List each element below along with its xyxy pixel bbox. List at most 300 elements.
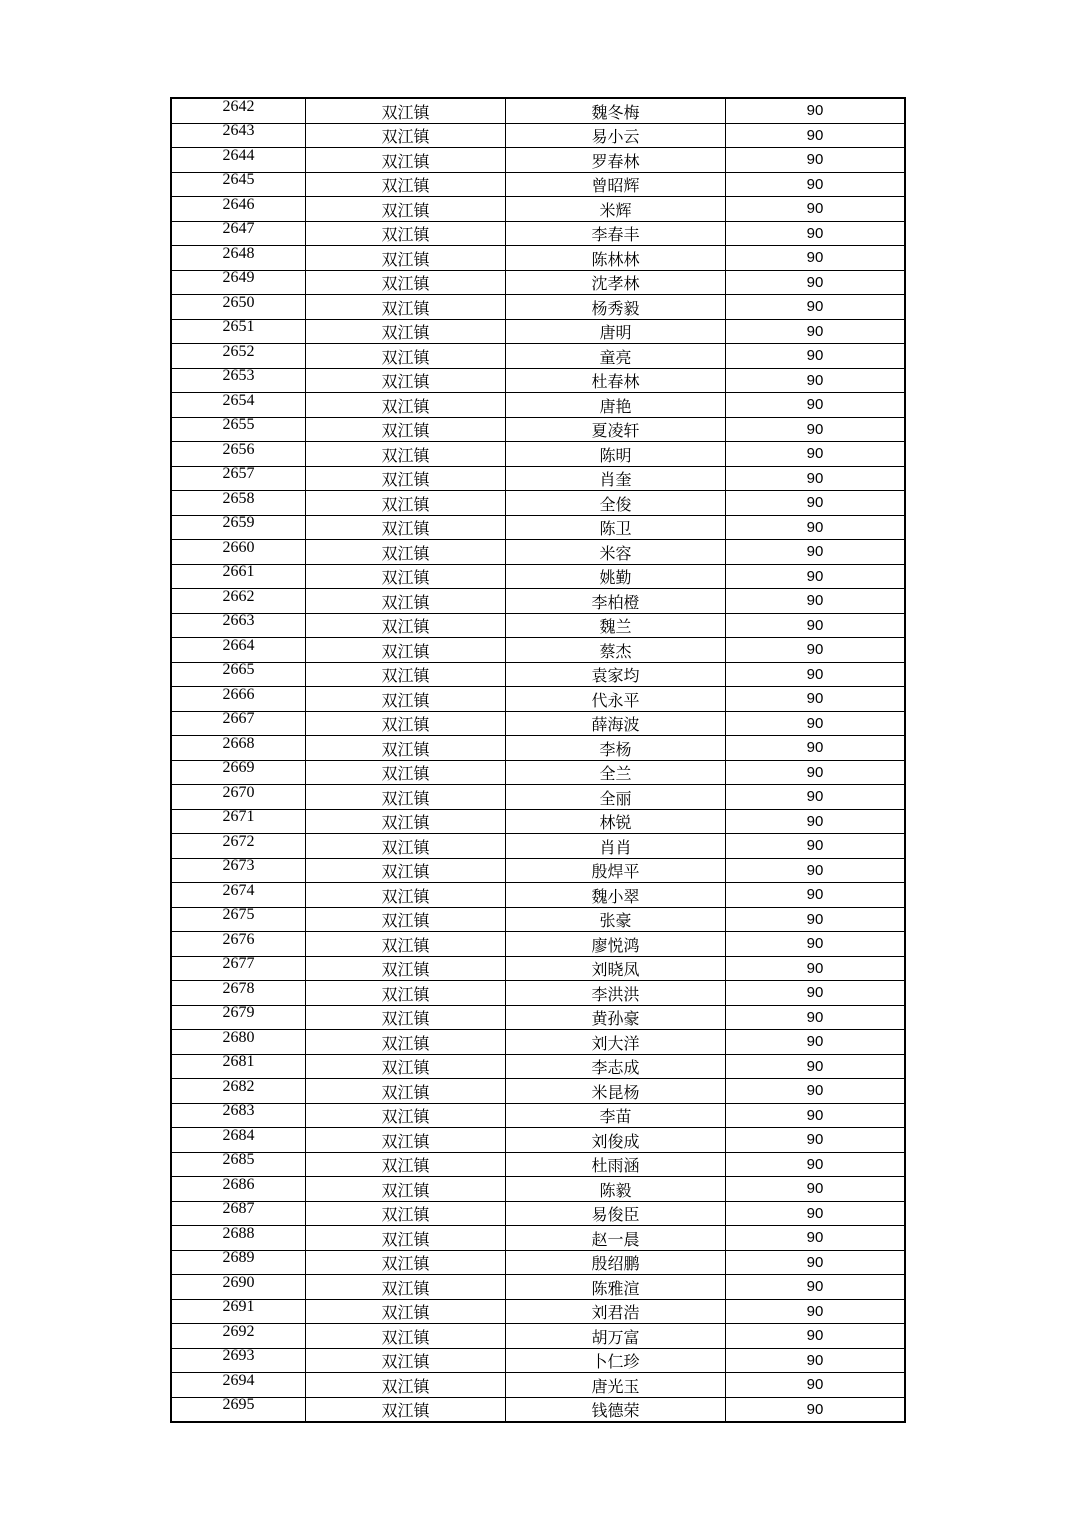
serial-number-cell-text: 2652 <box>222 342 255 360</box>
person-name-cell <box>506 809 726 834</box>
table-row <box>171 515 905 540</box>
person-name-cell <box>506 1348 726 1373</box>
score-cell-text: 90 <box>806 126 824 144</box>
town-cell-text: 双江镇 <box>381 1084 430 1102</box>
serial-number-cell <box>171 1030 306 1055</box>
score-cell-text: 90 <box>806 1302 824 1320</box>
town-cell <box>306 540 506 565</box>
score-cell-text: 90 <box>806 445 824 463</box>
score-cell-text: 90 <box>806 1180 824 1198</box>
town-cell-text: 双江镇 <box>381 741 430 759</box>
person-name-cell-text: 唐光玉 <box>591 1378 640 1396</box>
serial-number-cell <box>171 491 306 516</box>
table-row <box>171 540 905 565</box>
table-row <box>171 736 905 761</box>
person-name-cell-text: 李苗 <box>599 1109 632 1127</box>
person-name-cell <box>506 1128 726 1153</box>
town-cell-text: 双江镇 <box>381 1158 430 1176</box>
serial-number-cell <box>171 98 306 123</box>
table-row <box>171 687 905 712</box>
town-cell-text: 双江镇 <box>381 692 430 710</box>
person-name-cell <box>506 956 726 981</box>
serial-number-cell-text: 2665 <box>222 661 255 679</box>
town-cell <box>306 1152 506 1177</box>
serial-number-cell <box>171 1324 306 1349</box>
person-name-cell <box>506 932 726 957</box>
table-row <box>171 1348 905 1373</box>
score-cell <box>726 270 906 295</box>
data-table-body <box>171 98 905 1422</box>
table-row <box>171 589 905 614</box>
person-name-cell-text: 易俊臣 <box>591 1207 640 1225</box>
serial-number-cell-text: 2693 <box>222 1347 255 1365</box>
serial-number-cell-text: 2677 <box>222 955 255 973</box>
person-name-cell <box>506 148 726 173</box>
town-cell <box>306 834 506 859</box>
serial-number-cell <box>171 834 306 859</box>
score-cell <box>726 1226 906 1251</box>
person-name-cell <box>506 295 726 320</box>
serial-number-cell <box>171 907 306 932</box>
person-name-cell-text: 杜春林 <box>591 374 640 392</box>
person-name-cell-text: 陈林林 <box>591 251 640 269</box>
score-cell-text: 90 <box>806 984 824 1002</box>
serial-number-cell-text: 2646 <box>222 195 255 213</box>
person-name-cell <box>506 858 726 883</box>
person-name-cell-text: 李洪洪 <box>591 986 640 1004</box>
serial-number-cell-text: 2684 <box>222 1126 255 1144</box>
person-name-cell-text: 刘君浩 <box>591 1305 640 1323</box>
person-name-cell <box>506 1103 726 1128</box>
score-cell <box>726 1177 906 1202</box>
town-cell <box>306 638 506 663</box>
town-cell-text: 双江镇 <box>381 1109 430 1127</box>
serial-number-cell <box>171 687 306 712</box>
score-cell <box>726 295 906 320</box>
person-name-cell-text: 胡万富 <box>591 1329 640 1347</box>
town-cell-text: 双江镇 <box>381 1035 430 1053</box>
town-cell <box>306 1275 506 1300</box>
table-row <box>171 1079 905 1104</box>
serial-number-cell-text: 2683 <box>222 1102 255 1120</box>
person-name-cell <box>506 1299 726 1324</box>
score-cell-text: 90 <box>806 641 824 659</box>
town-cell-text: 双江镇 <box>381 1231 430 1249</box>
table-row <box>171 295 905 320</box>
serial-number-cell-text: 2686 <box>222 1175 255 1193</box>
score-cell <box>726 638 906 663</box>
score-cell-text: 90 <box>806 469 824 487</box>
town-cell-text: 双江镇 <box>381 864 430 882</box>
person-name-cell <box>506 123 726 148</box>
score-cell <box>726 981 906 1006</box>
serial-number-cell-text: 2680 <box>222 1028 255 1046</box>
table-row <box>171 613 905 638</box>
serial-number-cell-text: 2669 <box>222 759 255 777</box>
serial-number-cell <box>171 295 306 320</box>
score-cell-text: 90 <box>806 347 824 365</box>
score-cell <box>726 491 906 516</box>
town-cell <box>306 246 506 271</box>
score-cell-text: 90 <box>806 886 824 904</box>
person-name-cell <box>506 883 726 908</box>
score-cell-text: 90 <box>806 1057 824 1075</box>
town-cell-text: 双江镇 <box>381 472 430 490</box>
person-name-cell <box>506 564 726 589</box>
score-cell <box>726 932 906 957</box>
town-cell-text: 双江镇 <box>381 1280 430 1298</box>
town-cell-text: 双江镇 <box>381 496 430 514</box>
table-row <box>171 1324 905 1349</box>
town-cell <box>306 1250 506 1275</box>
town-cell <box>306 687 506 712</box>
score-cell <box>726 834 906 859</box>
person-name-cell-text: 薛海波 <box>591 717 640 735</box>
town-cell <box>306 1103 506 1128</box>
serial-number-cell <box>171 1128 306 1153</box>
table-row <box>171 834 905 859</box>
town-cell-text: 双江镇 <box>381 594 430 612</box>
person-name-cell <box>506 834 726 859</box>
town-cell <box>306 589 506 614</box>
serial-number-cell-text: 2662 <box>222 587 255 605</box>
score-cell <box>726 736 906 761</box>
person-name-cell-text: 曾昭辉 <box>591 178 640 196</box>
person-name-cell <box>506 270 726 295</box>
serial-number-cell-text: 2645 <box>222 171 255 189</box>
score-cell-text: 90 <box>806 1229 824 1247</box>
town-cell-text: 双江镇 <box>381 668 430 686</box>
person-name-cell-text: 全兰 <box>599 766 632 784</box>
serial-number-cell <box>171 417 306 442</box>
serial-number-cell-text: 2663 <box>222 612 255 630</box>
town-cell <box>306 393 506 418</box>
serial-number-cell-text: 2690 <box>222 1273 255 1291</box>
table-row <box>171 981 905 1006</box>
score-cell <box>726 1201 906 1226</box>
score-cell <box>726 1397 906 1422</box>
score-cell <box>726 344 906 369</box>
score-cell-text: 90 <box>806 567 824 585</box>
person-name-cell-text: 易小云 <box>591 129 640 147</box>
serial-number-cell <box>171 1177 306 1202</box>
score-cell <box>726 858 906 883</box>
serial-number-cell <box>171 270 306 295</box>
town-cell-text: 双江镇 <box>381 717 430 735</box>
score-cell-text: 90 <box>806 959 824 977</box>
table-row <box>171 1103 905 1128</box>
town-cell-text: 双江镇 <box>381 349 430 367</box>
town-cell <box>306 442 506 467</box>
person-name-cell-text: 陈卫 <box>599 521 632 539</box>
table-row <box>171 148 905 173</box>
person-name-cell <box>506 687 726 712</box>
serial-number-cell <box>171 515 306 540</box>
score-cell-text: 90 <box>806 592 824 610</box>
person-name-cell-text: 刘俊成 <box>591 1133 640 1151</box>
person-name-cell-text: 殷绍鹏 <box>591 1256 640 1274</box>
town-cell <box>306 883 506 908</box>
serial-number-cell <box>171 883 306 908</box>
town-cell <box>306 662 506 687</box>
score-cell <box>726 564 906 589</box>
score-cell <box>726 1005 906 1030</box>
person-name-cell <box>506 197 726 222</box>
data-table <box>170 97 906 1423</box>
town-cell-text: 双江镇 <box>381 1403 430 1421</box>
serial-number-cell <box>171 1103 306 1128</box>
table-row <box>171 123 905 148</box>
score-cell <box>726 613 906 638</box>
table-row <box>171 1373 905 1398</box>
score-cell-text: 90 <box>806 714 824 732</box>
serial-number-cell <box>171 148 306 173</box>
town-cell <box>306 1079 506 1104</box>
person-name-cell <box>506 466 726 491</box>
person-name-cell-text: 钱德荣 <box>591 1403 640 1421</box>
table-row <box>171 270 905 295</box>
person-name-cell-text: 杨秀毅 <box>591 300 640 318</box>
score-cell-text: 90 <box>806 102 824 120</box>
score-cell-text: 90 <box>806 837 824 855</box>
serial-number-cell-text: 2682 <box>222 1077 255 1095</box>
town-cell <box>306 1226 506 1251</box>
score-cell-text: 90 <box>806 322 824 340</box>
town-cell <box>306 148 506 173</box>
town-cell-text: 双江镇 <box>381 202 430 220</box>
score-cell <box>726 221 906 246</box>
town-cell-text: 双江镇 <box>381 1256 430 1274</box>
score-cell-text: 90 <box>806 151 824 169</box>
town-cell <box>306 956 506 981</box>
score-cell <box>726 319 906 344</box>
serial-number-cell <box>171 1397 306 1422</box>
score-cell <box>726 1030 906 1055</box>
person-name-cell <box>506 246 726 271</box>
score-cell-text: 90 <box>806 273 824 291</box>
person-name-cell <box>506 785 726 810</box>
table-row <box>171 809 905 834</box>
person-name-cell <box>506 221 726 246</box>
town-cell-text: 双江镇 <box>381 423 430 441</box>
serial-number-cell <box>171 711 306 736</box>
town-cell <box>306 907 506 932</box>
table-row <box>171 393 905 418</box>
serial-number-cell-text: 2676 <box>222 930 255 948</box>
serial-number-cell <box>171 540 306 565</box>
town-cell <box>306 98 506 123</box>
serial-number-cell-text: 2648 <box>222 244 255 262</box>
serial-number-cell-text: 2642 <box>222 97 255 115</box>
serial-number-cell-text: 2666 <box>222 685 255 703</box>
score-cell <box>726 1103 906 1128</box>
town-cell-text: 双江镇 <box>381 1354 430 1372</box>
person-name-cell <box>506 760 726 785</box>
person-name-cell-text: 刘大洋 <box>591 1035 640 1053</box>
town-cell-text: 双江镇 <box>381 521 430 539</box>
score-cell-text: 90 <box>806 1204 824 1222</box>
person-name-cell-text: 杜雨涵 <box>591 1158 640 1176</box>
score-cell-text: 90 <box>806 1131 824 1149</box>
score-cell-text: 90 <box>806 1351 824 1369</box>
person-name-cell <box>506 1250 726 1275</box>
person-name-cell-text: 沈孝林 <box>591 276 640 294</box>
person-name-cell-text: 黄孙豪 <box>591 1011 640 1029</box>
person-name-cell <box>506 319 726 344</box>
person-name-cell-text: 代永平 <box>591 692 640 710</box>
serial-number-cell <box>171 564 306 589</box>
town-cell-text: 双江镇 <box>381 178 430 196</box>
table-row <box>171 1299 905 1324</box>
table-row <box>171 1397 905 1422</box>
score-cell-text: 90 <box>806 224 824 242</box>
town-cell <box>306 564 506 589</box>
serial-number-cell-text: 2668 <box>222 734 255 752</box>
score-cell <box>726 1128 906 1153</box>
town-cell-text: 双江镇 <box>381 888 430 906</box>
serial-number-cell <box>171 981 306 1006</box>
serial-number-cell-text: 2658 <box>222 489 255 507</box>
serial-number-cell <box>171 442 306 467</box>
score-cell <box>726 1250 906 1275</box>
score-cell-text: 90 <box>806 1278 824 1296</box>
town-cell <box>306 417 506 442</box>
person-name-cell-text: 肖奎 <box>599 472 632 490</box>
table-row <box>171 246 905 271</box>
person-name-cell-text: 张豪 <box>599 913 632 931</box>
score-cell <box>726 785 906 810</box>
person-name-cell <box>506 1201 726 1226</box>
person-name-cell-text: 米昆杨 <box>591 1084 640 1102</box>
town-cell-text: 双江镇 <box>381 766 430 784</box>
serial-number-cell <box>171 1054 306 1079</box>
score-cell <box>726 368 906 393</box>
town-cell <box>306 123 506 148</box>
person-name-cell <box>506 1054 726 1079</box>
score-cell <box>726 1373 906 1398</box>
serial-number-cell <box>171 662 306 687</box>
person-name-cell-text: 罗春林 <box>591 153 640 171</box>
person-name-cell-text: 全俊 <box>599 496 632 514</box>
serial-number-cell-text: 2678 <box>222 979 255 997</box>
serial-number-cell-text: 2694 <box>222 1371 255 1389</box>
town-cell-text: 双江镇 <box>381 1011 430 1029</box>
person-name-cell <box>506 1275 726 1300</box>
table-row <box>171 98 905 123</box>
score-cell-text: 90 <box>806 616 824 634</box>
table-row <box>171 1201 905 1226</box>
person-name-cell <box>506 1226 726 1251</box>
town-cell <box>306 295 506 320</box>
serial-number-cell-text: 2649 <box>222 269 255 287</box>
table-row <box>171 1177 905 1202</box>
person-name-cell <box>506 1005 726 1030</box>
person-name-cell-text: 林锐 <box>599 815 632 833</box>
person-name-cell-text: 魏兰 <box>599 619 632 637</box>
table-row <box>171 221 905 246</box>
town-cell-text: 双江镇 <box>381 815 430 833</box>
table-row <box>171 1030 905 1055</box>
serial-number-cell-text: 2647 <box>222 220 255 238</box>
table-row <box>171 858 905 883</box>
score-cell <box>726 760 906 785</box>
person-name-cell <box>506 368 726 393</box>
serial-number-cell <box>171 956 306 981</box>
person-name-cell-text: 蔡杰 <box>599 643 632 661</box>
serial-number-cell <box>171 1275 306 1300</box>
score-cell-text: 90 <box>806 494 824 512</box>
serial-number-cell-text: 2660 <box>222 538 255 556</box>
town-cell <box>306 1373 506 1398</box>
score-cell-text: 90 <box>806 935 824 953</box>
serial-number-cell-text: 2689 <box>222 1249 255 1267</box>
town-cell-text: 双江镇 <box>381 839 430 857</box>
score-cell <box>726 1054 906 1079</box>
table-row <box>171 442 905 467</box>
score-cell <box>726 540 906 565</box>
serial-number-cell <box>171 368 306 393</box>
serial-number-cell <box>171 1226 306 1251</box>
serial-number-cell <box>171 319 306 344</box>
serial-number-cell <box>171 932 306 957</box>
person-name-cell-text: 陈毅 <box>599 1182 632 1200</box>
town-cell-text: 双江镇 <box>381 325 430 343</box>
score-cell-text: 90 <box>806 249 824 267</box>
table-row <box>171 417 905 442</box>
town-cell <box>306 736 506 761</box>
town-cell-text: 双江镇 <box>381 227 430 245</box>
person-name-cell <box>506 1324 726 1349</box>
table-row <box>171 932 905 957</box>
score-cell-text: 90 <box>806 200 824 218</box>
town-cell <box>306 760 506 785</box>
person-name-cell <box>506 344 726 369</box>
score-cell-text: 90 <box>806 1376 824 1394</box>
town-cell <box>306 1201 506 1226</box>
score-cell <box>726 956 906 981</box>
serial-number-cell <box>171 221 306 246</box>
town-cell <box>306 932 506 957</box>
town-cell-text: 双江镇 <box>381 790 430 808</box>
person-name-cell <box>506 491 726 516</box>
score-cell <box>726 1324 906 1349</box>
score-cell <box>726 466 906 491</box>
person-name-cell-text: 肖肖 <box>599 839 632 857</box>
person-name-cell <box>506 589 726 614</box>
town-cell <box>306 515 506 540</box>
serial-number-cell-text: 2650 <box>222 293 255 311</box>
town-cell <box>306 344 506 369</box>
person-name-cell-text: 唐艳 <box>599 398 632 416</box>
table-row <box>171 368 905 393</box>
score-cell-text: 90 <box>806 1033 824 1051</box>
town-cell <box>306 466 506 491</box>
serial-number-cell-text: 2695 <box>222 1396 255 1414</box>
score-cell-text: 90 <box>806 371 824 389</box>
serial-number-cell <box>171 466 306 491</box>
table-row <box>171 172 905 197</box>
table-row <box>171 466 905 491</box>
person-name-cell <box>506 393 726 418</box>
score-cell <box>726 883 906 908</box>
table-row <box>171 564 905 589</box>
person-name-cell <box>506 442 726 467</box>
town-cell <box>306 711 506 736</box>
score-cell-text: 90 <box>806 175 824 193</box>
town-cell-text: 双江镇 <box>381 276 430 294</box>
serial-number-cell-text: 2679 <box>222 1004 255 1022</box>
town-cell-text: 双江镇 <box>381 300 430 318</box>
